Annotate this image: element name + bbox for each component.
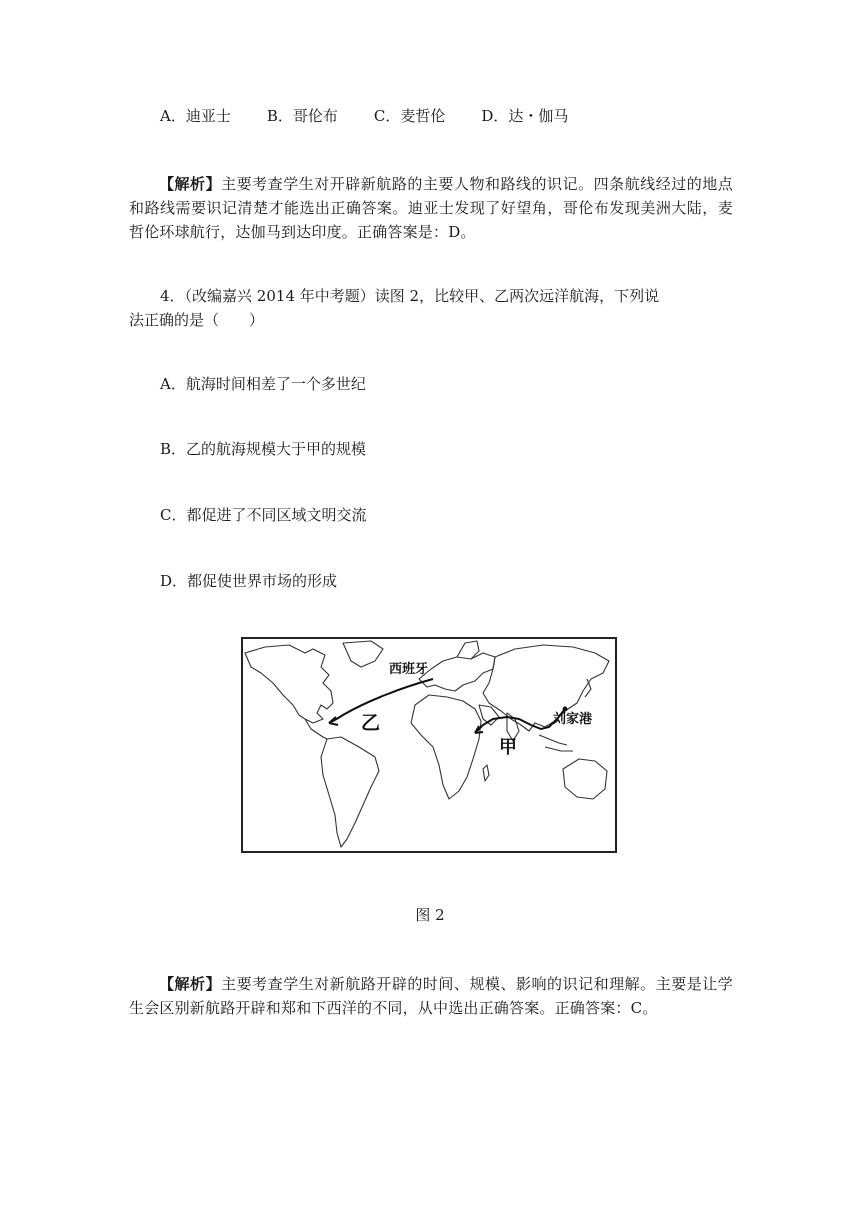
q3-option-b: B．哥伦布	[266, 107, 338, 125]
liujiagang-point	[563, 707, 568, 712]
q3-option-c: C．麦哲伦	[373, 107, 446, 125]
q4-stem-line-1: 4．（改编嘉兴 2014 年中考题）读图 2，比较甲、乙两次远洋航海，下列说	[160, 287, 660, 305]
label-jia: 甲	[499, 737, 517, 758]
greenland-outline	[343, 641, 383, 667]
analysis-text: 主要考查学生对开辟新航路的主要人物和路线的识记。四条航线经过的地点和路线需要识记清楚才能选出正确答案。迪亚士发现了好望角，哥伦布发现美洲大陆，麦哲伦环球航行，达伽马到达印度。正确答案是：D。	[129, 175, 733, 241]
figure-caption: 图 2	[415, 906, 445, 924]
q3-option-d: D．达・伽马	[481, 107, 569, 125]
indonesia-outline	[539, 735, 573, 751]
world-voyage-map	[241, 637, 617, 853]
analysis-tag: 【解析】	[159, 975, 222, 993]
analysis-tag: 【解析】	[159, 175, 222, 193]
q4-option-a: A．航海时间相差了一个多世纪	[160, 375, 366, 393]
madagascar-outline	[483, 765, 489, 781]
q3-option-a: A．迪亚士	[160, 107, 231, 125]
q4-option-c: C．都促进了不同区域文明交流	[160, 506, 367, 524]
q4-stem-line-2: 法正确的是（ ）	[129, 311, 265, 329]
south-america-outline	[321, 737, 379, 847]
label-yi: 乙	[361, 712, 381, 734]
q4-option-d: D．都促使世界市场的形成	[160, 572, 338, 590]
route-jia	[475, 709, 565, 733]
label-spain: 西班牙	[389, 662, 429, 677]
label-liujiagang: 刘家港	[553, 712, 593, 727]
analysis-text: 主要考查学生对新航路开辟的时间、规模、影响的识记和理解。主要是让学生会区别新航路开辟和郑和下西洋的不同，从中选出正确答案。正确答案：C。	[129, 975, 733, 1017]
japan-outline	[585, 679, 591, 697]
north-america-outline	[245, 645, 333, 723]
q4-option-b: B．乙的航海规模大于甲的规模	[160, 440, 367, 458]
analysis-paragraph-2	[129, 972, 733, 1020]
europe-outline	[419, 653, 495, 691]
map-svg	[243, 639, 615, 851]
australia-outline	[563, 759, 607, 799]
africa-outline	[411, 695, 481, 799]
route-yi	[329, 679, 433, 723]
analysis-paragraph-1	[129, 172, 733, 244]
q3-options-row	[160, 104, 604, 128]
